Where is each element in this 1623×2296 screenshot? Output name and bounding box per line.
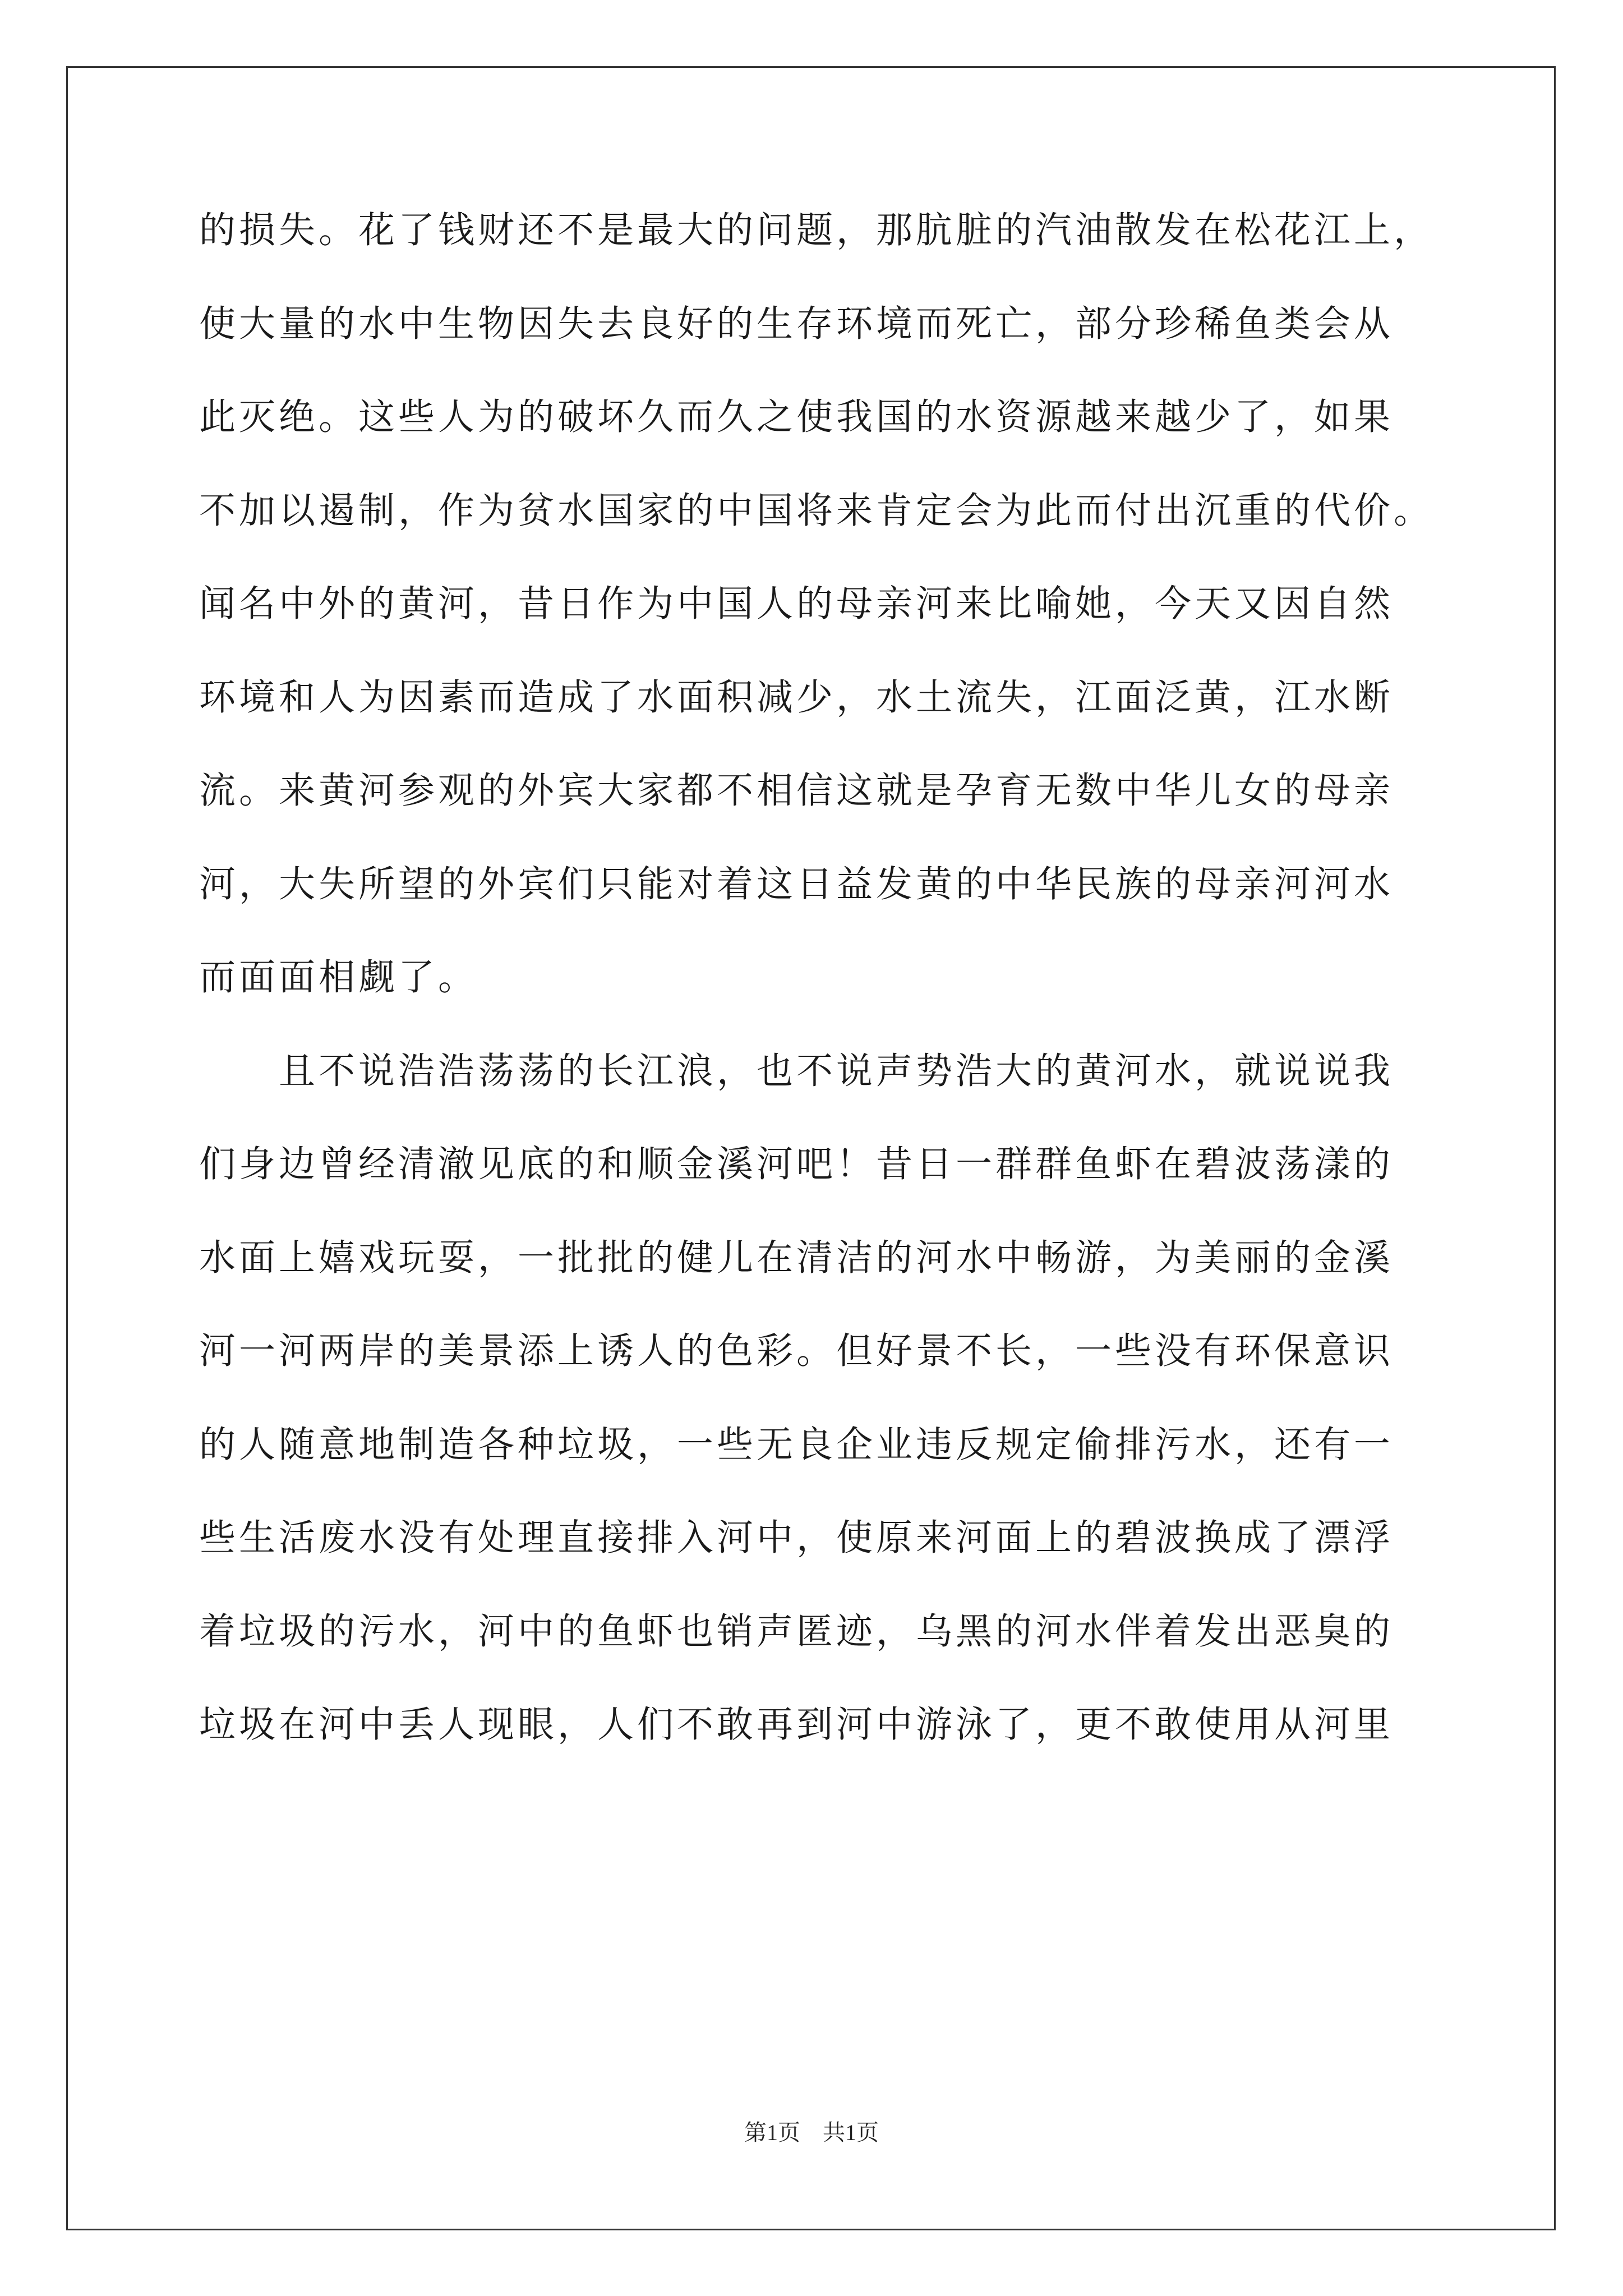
body-line: 不加以遏制，作为贫水国家的中国将来肯定会为此而付出沉重的代价。 [199, 489, 1434, 532]
body-line: 们身边曾经清澈见底的和顺金溪河吧！昔日一群群鱼虾在碧波荡漾的 [199, 1143, 1394, 1185]
body-line: 此灭绝。这些人为的破坏久而久之使我国的水资源越来越少了，如果 [199, 396, 1394, 438]
body-line: 而面面相觑了。 [199, 956, 478, 999]
body-line: 着垃圾的污水，河中的鱼虾也销声匿迹，乌黑的河水伴着发出恶臭的 [199, 1610, 1394, 1653]
body-line: 且不说浩浩荡荡的长江浪，也不说声势浩大的黄河水，就说说我 [199, 1050, 1394, 1092]
page-number-footer: 第1页 共1页 [744, 2120, 879, 2145]
body-line: 些生活废水没有处理直接排入河中，使原来河面上的碧波换成了漂浮 [199, 1517, 1394, 1559]
body-line: 的人随意地制造各种垃圾，一些无良企业违反规定偷排污水，还有一 [199, 1423, 1394, 1466]
document-body [199, 209, 1434, 1800]
body-line: 闻名中外的黄河，昔日作为中国人的母亲河来比喻她，今天又因自然 [199, 583, 1394, 625]
body-line: 的损失。花了钱财还不是最大的问题，那肮脏的汽油散发在松花江上， [199, 209, 1434, 251]
body-line: 河，大失所望的外宾们只能对着这日益发黄的中华民族的母亲河河水 [199, 863, 1394, 905]
body-line: 河一河两岸的美景添上诱人的色彩。但好景不长，一些没有环保意识 [199, 1330, 1394, 1372]
body-line: 环境和人为因素而造成了水面积减少，水土流失，江面泛黄，江水断 [199, 676, 1394, 719]
body-line: 垃圾在河中丢人现眼，人们不敢再到河中游泳了，更不敢使用从河里 [199, 1704, 1394, 1746]
body-line: 流。来黄河参观的外宾大家都不相信这就是孕育无数中华儿女的母亲 [199, 770, 1394, 812]
body-line: 使大量的水中生物因失去良好的生存环境而死亡，部分珍稀鱼类会从 [199, 302, 1394, 345]
body-line: 水面上嬉戏玩耍，一批批的健儿在清洁的河水中畅游，为美丽的金溪 [199, 1236, 1394, 1279]
